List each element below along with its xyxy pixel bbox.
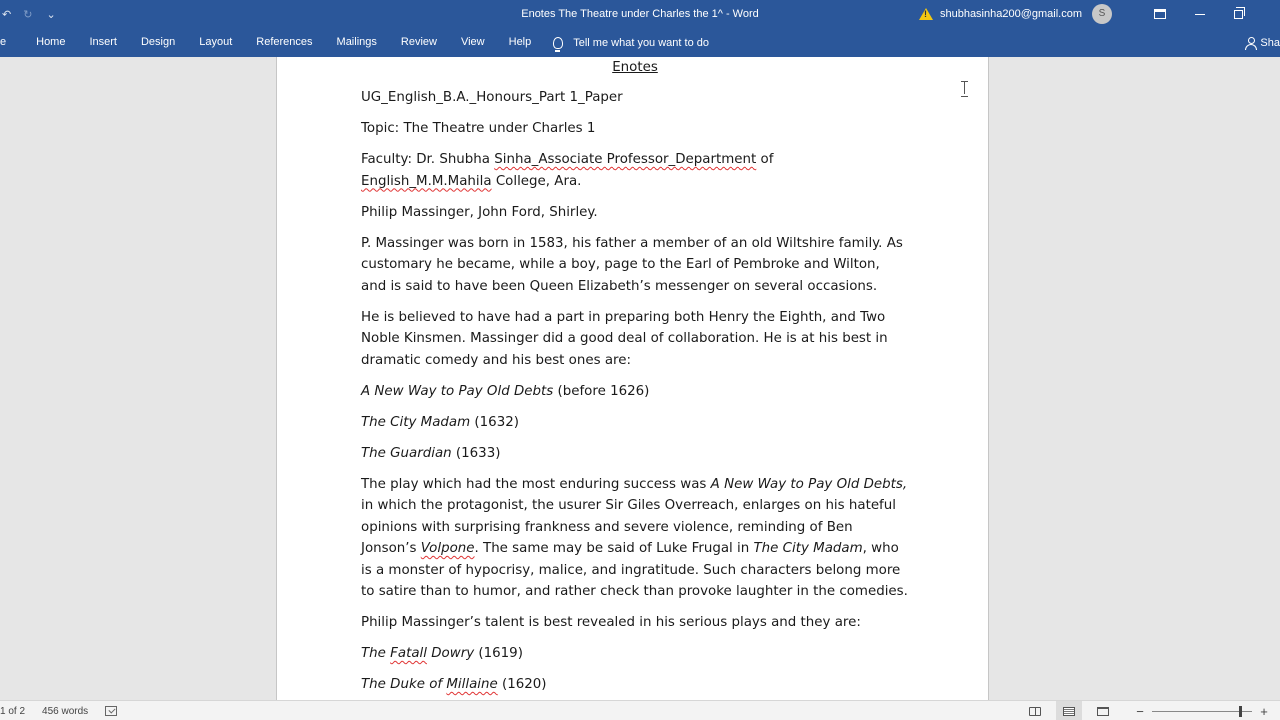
play-item <box>361 381 909 403</box>
text-run: in which the protagonist, the usurer Sir Giles Overreach, enlarges on his hateful opinions with surprising frankness and severe violence, reminding of Ben Jonson’s <box>361 498 896 556</box>
ribbon-tabs-bar <box>0 28 1280 57</box>
title-bar <box>0 0 1280 28</box>
read-mode-button[interactable] <box>1022 701 1048 720</box>
paragraph: He is believed to have had a part in preparing both Henry the Eighth, and Two Noble Kinsmen. Massinger did a good deal of collaboration. He is at his best in dramatic comedy and his best ones are: <box>361 309 888 368</box>
tab-review[interactable]: Review <box>400 36 437 48</box>
minimize-button[interactable] <box>1180 0 1220 28</box>
tab-layout[interactable]: Layout <box>199 36 233 48</box>
play-item <box>361 674 909 696</box>
document-area[interactable] <box>0 57 1280 700</box>
account-email[interactable]: shubhasinha200@gmail.com <box>939 8 1082 20</box>
restore-button[interactable] <box>1220 0 1280 28</box>
text-run: of <box>756 152 774 167</box>
web-layout-icon <box>1097 707 1109 716</box>
paragraph: Topic: The Theatre under Charles 1 <box>361 121 596 136</box>
play-title: The Duke of <box>361 677 447 692</box>
text-run-italic: A New Way to Pay Old Debts, <box>710 476 908 492</box>
spelling-error[interactable]: English_M.M.Mahila <box>361 173 492 189</box>
ribbon-tabs <box>0 28 709 57</box>
text-run-italic: The City Madam <box>753 541 863 556</box>
text-run: . The same may be said of Luke Frugal in <box>474 541 754 556</box>
web-layout-button[interactable] <box>1090 701 1116 720</box>
paragraph: UG_English_B.A._Honours_Part 1_Paper <box>361 90 623 105</box>
window-title: Enotes The Theatre under Charles the 1^ - Word <box>521 8 759 20</box>
play-date: (1632) <box>470 414 519 430</box>
read-mode-icon <box>1029 707 1041 716</box>
play-title: The Guardian <box>361 445 452 461</box>
tab-view[interactable]: View <box>460 36 485 48</box>
document-page[interactable] <box>276 57 989 700</box>
redo-icon[interactable]: ↻ <box>23 8 33 21</box>
page-header: Enotes <box>612 60 658 75</box>
text-run: , who is a monster of hypocrisy, malice, and ingratitude. Such characters belong more to satire than to humor, and rather check than provoke laughter in the comedies. <box>361 541 908 599</box>
print-layout-button[interactable] <box>1056 701 1082 720</box>
quick-access-toolbar <box>0 0 56 28</box>
play-date: (before 1626) <box>553 383 650 399</box>
document-content[interactable] <box>361 57 909 696</box>
paragraph <box>361 149 909 192</box>
proofing-icon[interactable] <box>105 706 117 716</box>
undo-icon[interactable]: ↶ <box>2 8 12 21</box>
play-item <box>361 643 909 665</box>
paragraph: P. Massinger was born in 1583, his father a member of an old Wiltshire family. As customary he became, while a boy, page to the Earl of Pembroke and Wilton, and is said to have been Queen Elizabeth’s messenger on several occasions. <box>361 235 903 294</box>
paragraph: Philip Massinger’s talent is best revealed in his serious plays and they are: <box>361 615 861 630</box>
restore-icon <box>1234 10 1243 19</box>
zoom-out-button[interactable]: − <box>1136 703 1144 719</box>
status-bar <box>0 700 1280 720</box>
play-title: Dowry <box>426 646 475 661</box>
zoom-in-button[interactable]: + <box>1260 703 1268 719</box>
share-person-icon <box>1245 37 1256 48</box>
ribbon-display-options-button[interactable] <box>1140 0 1180 28</box>
text-run: The play which had the most enduring success was <box>361 476 711 492</box>
tab-mailings[interactable]: Mailings <box>336 36 377 48</box>
share-label: Sha <box>1260 36 1280 49</box>
play-date: (1619) <box>474 646 523 661</box>
tab-file[interactable]: e <box>0 36 7 48</box>
spelling-error[interactable]: Fatall <box>390 646 427 661</box>
page-count[interactable]: 1 of 2 <box>0 705 26 717</box>
ibeam-cursor-icon <box>961 81 968 95</box>
zoom-slider-thumb[interactable] <box>1239 706 1242 717</box>
play-title: The City Madam <box>361 414 471 430</box>
play-item <box>361 443 909 465</box>
tab-references[interactable]: References <box>256 36 313 48</box>
warning-icon[interactable] <box>919 8 933 20</box>
play-date: (1633) <box>451 445 501 461</box>
lightbulb-icon <box>553 37 563 49</box>
spelling-error[interactable]: Sinha_Associate Professor_Department <box>494 152 757 167</box>
zoom-control <box>1132 704 1272 719</box>
tab-design[interactable]: Design <box>140 36 176 48</box>
zoom-slider[interactable] <box>1152 711 1252 712</box>
play-title: A New Way to Pay Old Debts <box>361 383 554 399</box>
text-run: Faculty: Dr. Shubha <box>361 152 495 167</box>
spelling-error[interactable]: Millaine <box>446 677 498 692</box>
spelling-error[interactable]: Volpone <box>420 541 475 556</box>
play-date: (1620) <box>497 677 547 692</box>
ribbon-display-icon <box>1154 9 1166 19</box>
customize-qat-icon[interactable]: ⌄ <box>46 8 56 21</box>
minimize-icon <box>1195 14 1205 15</box>
share-button[interactable] <box>1245 28 1280 57</box>
tab-insert[interactable]: Insert <box>89 36 117 48</box>
play-item <box>361 412 909 434</box>
text-run: College, Ara. <box>491 173 582 189</box>
paragraph <box>361 474 909 603</box>
tab-help[interactable]: Help <box>508 36 532 48</box>
tab-home[interactable]: Home <box>36 36 66 48</box>
word-count[interactable]: 456 words <box>42 705 89 717</box>
print-layout-icon <box>1063 707 1075 716</box>
play-title: The <box>361 646 391 661</box>
tell-me-label: Tell me what you want to do <box>573 36 709 49</box>
avatar[interactable]: S <box>1092 4 1112 24</box>
paragraph: Philip Massinger, John Ford, Shirley. <box>361 204 598 220</box>
tell-me-search[interactable] <box>553 37 709 49</box>
